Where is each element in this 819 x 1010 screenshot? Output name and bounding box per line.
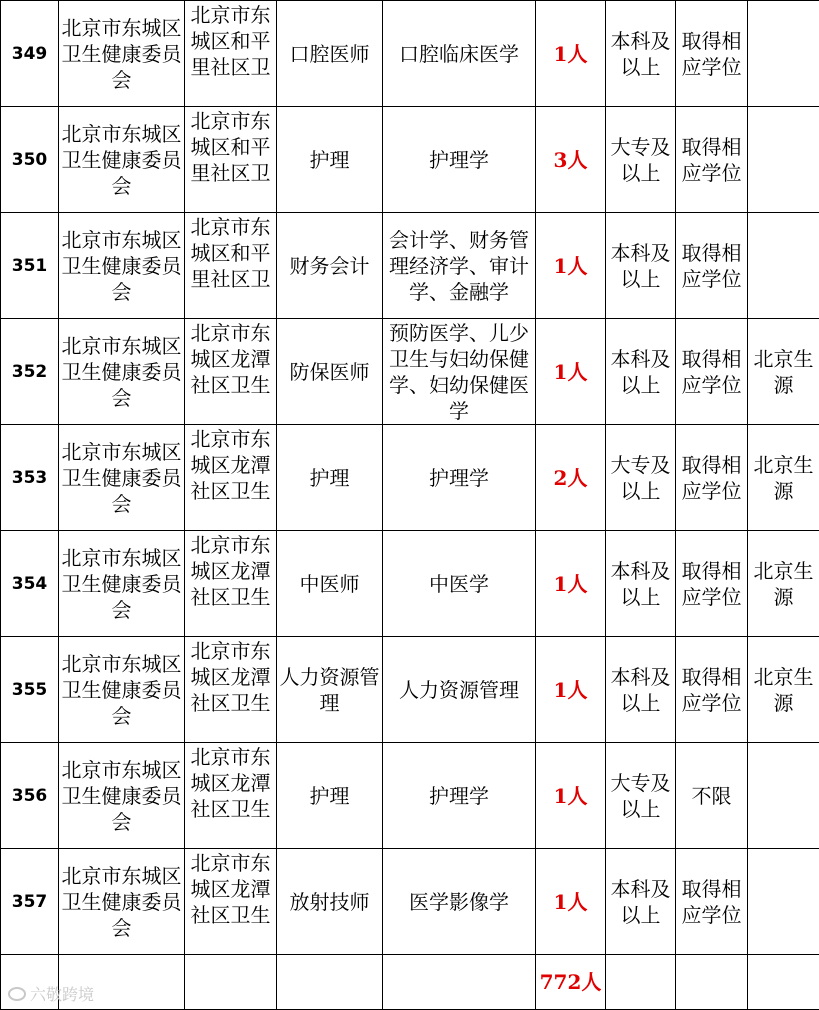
cell-unit: 北京市东城区龙潭社区卫生 xyxy=(185,319,277,425)
cell-degree: 取得相应学位 xyxy=(676,1,748,107)
cell-unit: 北京市东城区和平里社区卫 xyxy=(185,1,277,107)
table-row xyxy=(1,849,819,955)
cell-other-requirement xyxy=(748,107,819,213)
table-row xyxy=(1,425,819,531)
cell-headcount: 2人 xyxy=(536,425,606,531)
total-row xyxy=(1,955,819,1010)
cell-other-requirement xyxy=(748,849,819,955)
cell-education: 本科及以上 xyxy=(606,531,676,637)
cell-unit: 北京市东城区龙潭社区卫生 xyxy=(185,849,277,955)
cell-unit: 北京市东城区龙潭社区卫生 xyxy=(185,425,277,531)
cell-headcount: 1人 xyxy=(536,849,606,955)
watermark-logo-icon xyxy=(8,987,26,1001)
cell-number: 353 xyxy=(1,425,59,531)
cell-empty xyxy=(277,955,383,1010)
cell-major: 人力资源管理 xyxy=(383,637,536,743)
table-body xyxy=(1,1,819,1010)
cell-position: 护理 xyxy=(277,107,383,213)
cell-position: 财务会计 xyxy=(277,213,383,319)
cell-education: 本科及以上 xyxy=(606,849,676,955)
table-row xyxy=(1,107,819,213)
cell-education: 本科及以上 xyxy=(606,1,676,107)
cell-department: 北京市东城区卫生健康委员会 xyxy=(59,743,185,849)
cell-major: 口腔临床医学 xyxy=(383,1,536,107)
cell-education: 大专及以上 xyxy=(606,743,676,849)
cell-headcount: 1人 xyxy=(536,637,606,743)
cell-department: 北京市东城区卫生健康委员会 xyxy=(59,107,185,213)
table-row xyxy=(1,743,819,849)
cell-major: 中医学 xyxy=(383,531,536,637)
table-row xyxy=(1,319,819,425)
cell-education: 大专及以上 xyxy=(606,425,676,531)
cell-other-requirement: 北京生源 xyxy=(748,319,819,425)
cell-department: 北京市东城区卫生健康委员会 xyxy=(59,425,185,531)
cell-unit: 北京市东城区龙潭社区卫生 xyxy=(185,743,277,849)
cell-number: 355 xyxy=(1,637,59,743)
cell-number: 357 xyxy=(1,849,59,955)
cell-unit: 北京市东城区龙潭社区卫生 xyxy=(185,637,277,743)
cell-number: 356 xyxy=(1,743,59,849)
cell-headcount: 1人 xyxy=(536,213,606,319)
cell-number: 352 xyxy=(1,319,59,425)
cell-department: 北京市东城区卫生健康委员会 xyxy=(59,531,185,637)
cell-unit: 北京市东城区和平里社区卫 xyxy=(185,213,277,319)
cell-department: 北京市东城区卫生健康委员会 xyxy=(59,637,185,743)
cell-other-requirement: 北京生源 xyxy=(748,637,819,743)
cell-department: 北京市东城区卫生健康委员会 xyxy=(59,319,185,425)
cell-major: 护理学 xyxy=(383,107,536,213)
cell-other-requirement xyxy=(748,1,819,107)
cell-degree: 取得相应学位 xyxy=(676,425,748,531)
cell-position: 护理 xyxy=(277,743,383,849)
cell-major: 护理学 xyxy=(383,425,536,531)
cell-total-headcount: 772人 xyxy=(536,955,606,1010)
cell-unit: 北京市东城区龙潭社区卫生 xyxy=(185,531,277,637)
cell-degree: 取得相应学位 xyxy=(676,849,748,955)
cell-position: 放射技师 xyxy=(277,849,383,955)
cell-department: 北京市东城区卫生健康委员会 xyxy=(59,849,185,955)
cell-empty xyxy=(185,955,277,1010)
cell-position: 口腔医师 xyxy=(277,1,383,107)
cell-education: 本科及以上 xyxy=(606,319,676,425)
cell-headcount: 1人 xyxy=(536,1,606,107)
cell-other-requirement xyxy=(748,213,819,319)
cell-education: 大专及以上 xyxy=(606,107,676,213)
cell-number: 349 xyxy=(1,1,59,107)
cell-headcount: 1人 xyxy=(536,319,606,425)
cell-empty xyxy=(748,955,819,1010)
cell-unit: 北京市东城区和平里社区卫 xyxy=(185,107,277,213)
cell-position: 护理 xyxy=(277,425,383,531)
cell-position: 防保医师 xyxy=(277,319,383,425)
cell-major: 医学影像学 xyxy=(383,849,536,955)
cell-empty xyxy=(676,955,748,1010)
cell-department: 北京市东城区卫生健康委员会 xyxy=(59,213,185,319)
table-row xyxy=(1,637,819,743)
cell-number: 350 xyxy=(1,107,59,213)
cell-other-requirement: 北京生源 xyxy=(748,425,819,531)
cell-headcount: 1人 xyxy=(536,743,606,849)
cell-degree: 取得相应学位 xyxy=(676,531,748,637)
cell-department: 北京市东城区卫生健康委员会 xyxy=(59,1,185,107)
cell-degree: 取得相应学位 xyxy=(676,637,748,743)
cell-position: 人力资源管理 xyxy=(277,637,383,743)
cell-headcount: 1人 xyxy=(536,531,606,637)
cell-major: 预防医学、儿少卫生与妇幼保健学、妇幼保健医学 xyxy=(383,319,536,425)
watermark xyxy=(8,982,94,1005)
cell-degree: 取得相应学位 xyxy=(676,213,748,319)
cell-headcount: 3人 xyxy=(536,107,606,213)
table-row xyxy=(1,213,819,319)
cell-position: 中医师 xyxy=(277,531,383,637)
cell-number: 354 xyxy=(1,531,59,637)
cell-empty xyxy=(606,955,676,1010)
watermark-text: 六敬跨境 xyxy=(30,982,94,1005)
cell-number: 351 xyxy=(1,213,59,319)
cell-education: 本科及以上 xyxy=(606,213,676,319)
cell-other-requirement xyxy=(748,743,819,849)
table-row xyxy=(1,1,819,107)
cell-other-requirement: 北京生源 xyxy=(748,531,819,637)
cell-empty xyxy=(383,955,536,1010)
cell-major: 护理学 xyxy=(383,743,536,849)
cell-degree: 取得相应学位 xyxy=(676,107,748,213)
cell-education: 本科及以上 xyxy=(606,637,676,743)
cell-degree: 不限 xyxy=(676,743,748,849)
cell-major: 会计学、财务管理经济学、审计学、金融学 xyxy=(383,213,536,319)
table-row xyxy=(1,531,819,637)
cell-degree: 取得相应学位 xyxy=(676,319,748,425)
